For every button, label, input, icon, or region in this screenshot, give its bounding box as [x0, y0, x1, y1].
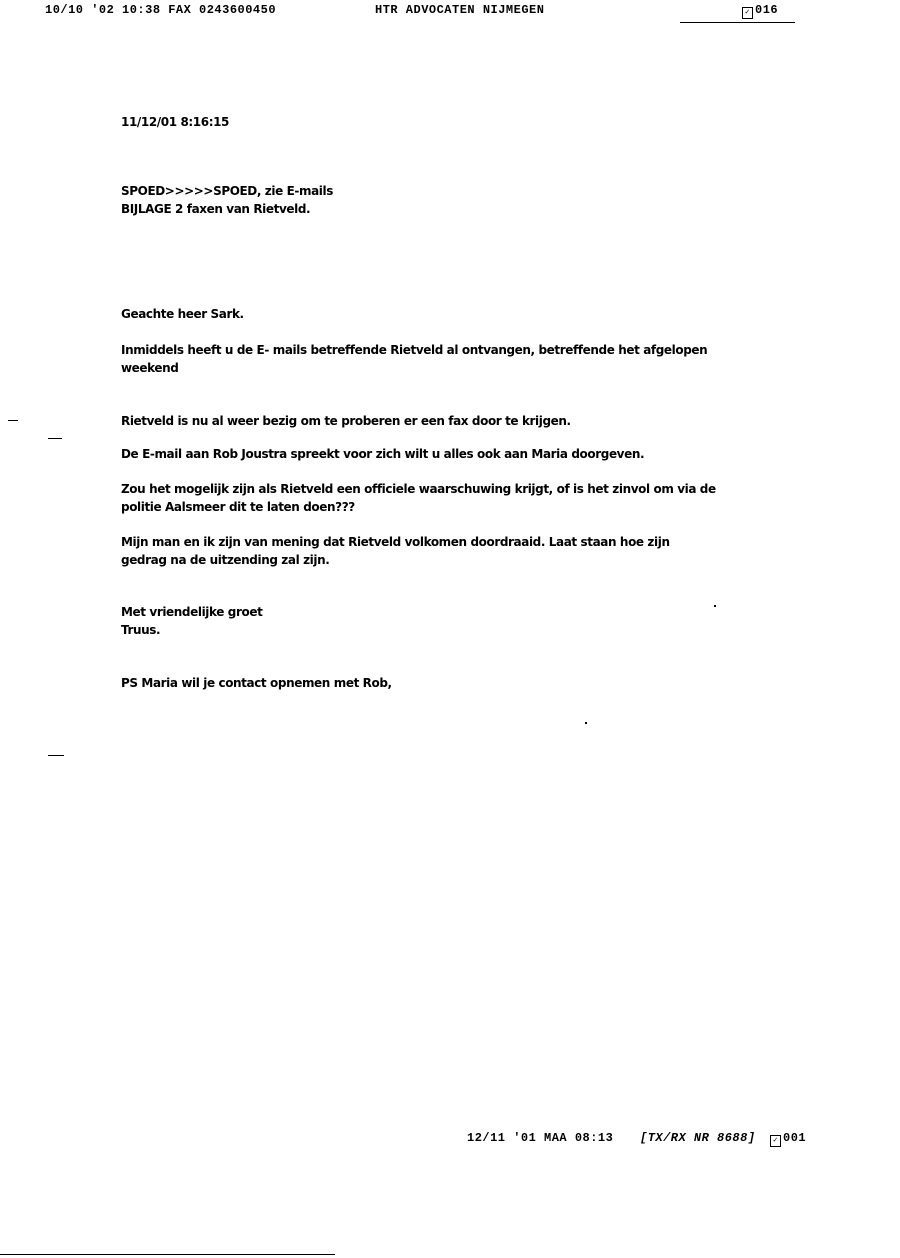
fax-header-datetime: 10/10 '02 10:38 FAX 0243600450 [45, 3, 277, 17]
scan-speck [714, 605, 716, 607]
paragraph-2: Rietveld is nu al weer bezig om te proberen er een fax door te krijgen. [121, 414, 571, 428]
scan-speck [48, 755, 64, 756]
header-rule [680, 22, 795, 23]
fax-header-page [742, 3, 778, 19]
fax-header-page-number: 016 [755, 3, 779, 17]
signature: Truus. [121, 623, 161, 637]
subject-line-1: SPOED>>>>>SPOED, zie E-mails [121, 184, 333, 198]
paragraph-3: De E-mail aan Rob Joustra spreekt voor zich wilt u alles ook aan Maria doorgeven. [121, 447, 645, 461]
fax-footer-page [770, 1131, 806, 1147]
salutation: Geachte heer Sark. [121, 307, 244, 321]
paragraph-1: Inmiddels heeft u de E- mails betreffende Rietveld al ontvangen, betreffende het afgelopen weekend [121, 343, 708, 375]
fax-header-sender: HTR ADVOCATEN NIJMEGEN [375, 3, 545, 17]
fax-footer-datetime: 12/11 '01 MAA 08:13 [467, 1131, 614, 1145]
paragraph-5: Mijn man en ik zijn van mening dat Rietveld volkomen doordraaid. Laat staan hoe zijn gedrag na de uitzending zal zijn. [121, 535, 670, 567]
paragraph-4: Zou het mogelijk zijn als Rietveld een officiele waarschuwing krijgt, of is het zinvol om via de politie Aalsmeer dit te laten doen??? [121, 482, 716, 514]
scan-speck [585, 722, 587, 724]
timestamp: 11/12/01 8:16:15 [121, 115, 229, 129]
bottom-rule [0, 1254, 335, 1255]
fax-page-icon: ✓ [742, 7, 753, 19]
postscript: PS Maria wil je contact opnemen met Rob, [121, 676, 392, 690]
scan-speck [48, 438, 62, 439]
fax-footer-page-number: 001 [783, 1131, 807, 1145]
closing: Met vriendelijke groet [121, 605, 263, 619]
scan-speck [8, 420, 18, 421]
subject-line-2: BIJLAGE 2 faxen van Rietveld. [121, 202, 311, 216]
fax-page-icon: ✓ [770, 1135, 781, 1147]
fax-footer-txrx: [TX/RX NR 8688] [640, 1131, 756, 1145]
